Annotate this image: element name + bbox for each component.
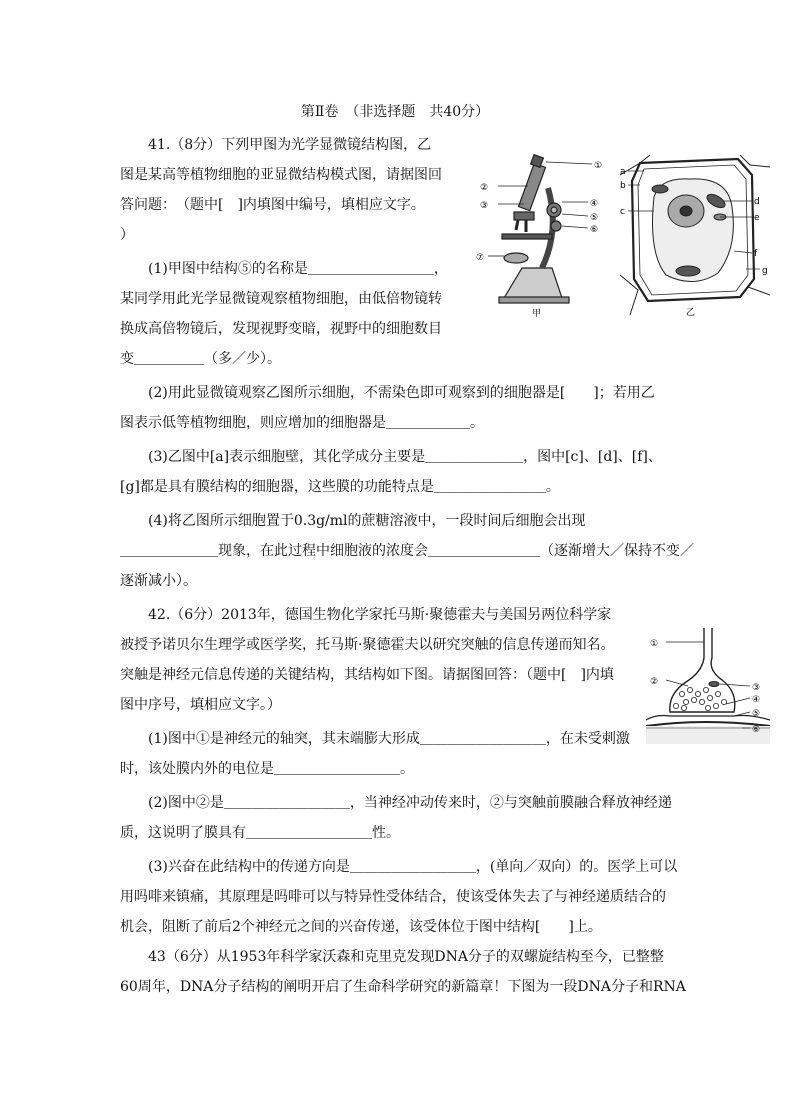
synapse-label-5: ⑤ xyxy=(752,709,761,719)
q41-line-3: 答问题： （题中[ ]内填图中编号，填相应文字。 xyxy=(120,197,425,213)
q41-sub3-line-2: [g]都是具有膜结构的细胞器，这些膜的功能特点是＿＿＿＿＿＿＿＿。 xyxy=(120,479,560,495)
q41-sub4-line-3: 逐渐减小）。 xyxy=(120,573,197,589)
q42-sub3-line-2: 用吗啡来镇痛，其原理是吗啡可以与特异性受体结合，使该受体失去了与神经递质结合的 xyxy=(120,889,666,905)
q42-line-3: 突触是神经元信息传递的关键结构，其结构如下图。请据图回答：（题中[ ]内填 xyxy=(120,667,614,683)
q42-line-4: 图中序号，填相应文字。） xyxy=(120,697,281,713)
microscope-label-5: ⑤ xyxy=(590,213,599,223)
q41-sub4-line-1: (4)将乙图所示细胞置于0.3g/ml的蔗糖溶液中，一段时间后细胞会出现 xyxy=(148,513,586,529)
microscope-base xyxy=(504,268,562,298)
q43-line-1: 43（6分）从1953年科学家沃森和克里克发现DNA分子的双螺旋结构至今，已整整 xyxy=(148,949,664,965)
q42-sub1-line-1: (1)图中①是神经元的轴突，其末端膨大形成＿＿＿＿＿＿＿＿＿，在未受刺激 xyxy=(148,731,630,747)
q42-line-1: 42.（6分）2013年，德国生物化学家托马斯·聚德霍夫与美国另两位科学家 xyxy=(148,607,612,623)
synapse-label-4: ④ xyxy=(752,695,761,705)
q41-sub1-line-1: (1)甲图中结构⑤的名称是＿＿＿＿＿＿＿＿＿， xyxy=(148,261,448,277)
microscope-caption: 甲 xyxy=(532,309,542,318)
synapse-label-2: ② xyxy=(650,677,659,687)
q41-sub3-line-1: (3)乙图中[a]表示细胞壁，其化学成分主要是＿＿＿＿＿＿＿，图中[c]、[d]、[f]、 xyxy=(148,449,662,465)
q42-sub3-line-3: 机会，阻断了前后2个神经元之间的兴奋传递，该受体位于图中结构[ ]上。 xyxy=(120,919,602,935)
synapse-label-1: ① xyxy=(650,639,659,649)
plant-cell-figure xyxy=(620,155,770,317)
microscope-label-1: ① xyxy=(594,161,603,171)
q41-sub1-line-3: 换成高倍物镜后，发现视野变暗，视野中的细胞数目 xyxy=(120,321,442,337)
cell-label-g: g xyxy=(762,266,768,276)
q42-line-2: 被授予诺贝尔生理学或医学奖，托马斯·聚德霍夫以研究突触的信息传递而知名。 xyxy=(120,637,615,653)
synapse-label-6: ⑥ xyxy=(752,725,761,735)
cell-label-f: f xyxy=(754,249,758,259)
q41-sub1-line-2: 某同学用此光学显微镜观察植物细胞，由低倍物镜转 xyxy=(120,291,442,307)
cell-label-e: e xyxy=(754,213,760,223)
q41-sub4-line-2: ＿＿＿＿＿＿＿现象，在此过程中细胞液的浓度会＿＿＿＿＿＿＿＿（逐渐增大／保持不变／ xyxy=(120,543,694,559)
cell-caption: 乙 xyxy=(686,308,696,317)
q42-sub2-line-1: (2)图中②是＿＿＿＿＿＿＿＿＿，当神经冲动传来时，②与突触前膜融合释放神经递 xyxy=(148,795,672,811)
synapse-figure xyxy=(646,628,770,746)
microscope-tube xyxy=(518,163,545,210)
microscope-fine-knob xyxy=(551,221,561,231)
microscope-label-6: ⑥ xyxy=(590,225,599,235)
cell-label-c: c xyxy=(620,207,625,217)
q42-sub3-line-1: (3)兴奋在此结构中的传递方向是＿＿＿＿＿＿＿＿＿，(单向／双向）的。医学上可以 xyxy=(148,859,678,875)
microscope-label-2: ② xyxy=(480,183,489,193)
q42-sub1-line-2: 时，该处膜内外的电位是＿＿＿＿＿＿＿＿＿。 xyxy=(120,761,414,777)
q41-sub2-line-1: (2)用此显微镜观察乙图所示细胞，不需染色即可观察到的细胞器是[ ]；若用乙 xyxy=(148,385,655,401)
microscope-figure xyxy=(474,150,609,318)
q41-line-4: ） xyxy=(120,227,134,243)
synapse-label-3: ③ xyxy=(752,683,761,693)
section-title: 第Ⅱ卷 （非选择题 共40分） xyxy=(300,104,490,120)
q41-sub1-line-4: 变＿＿＿＿＿（多／少）。 xyxy=(120,351,281,367)
q41-line-1: 41.（8分）下列甲图为光学显微镜结构图，乙 xyxy=(148,137,432,153)
cell-label-b: b xyxy=(620,181,626,191)
microscope-mirror xyxy=(504,253,528,263)
microscope-label-4: ④ xyxy=(590,199,599,209)
cell-label-a: a xyxy=(620,167,626,177)
microscope-label-7: ⑦ xyxy=(476,253,485,263)
q42-sub2-line-2: 质，这说明了膜具有＿＿＿＿＿＿＿＿＿性。 xyxy=(120,825,400,841)
q43-line-2: 60周年，DNA分子结构的阐明开启了生命科学研究的新篇章！下图为一段DNA分子和RNA xyxy=(120,979,686,995)
microscope-stage xyxy=(502,234,552,239)
q41-sub2-line-2: 图表示低等植物细胞，则应增加的细胞器是＿＿＿＿＿＿。 xyxy=(120,415,484,431)
microscope-label-3: ③ xyxy=(480,201,489,211)
cell-label-d: d xyxy=(754,197,760,207)
q41-line-2: 图是某高等植物细胞的亚显微结构模式图，请据图回 xyxy=(120,167,442,183)
mitochondrion xyxy=(709,682,719,687)
